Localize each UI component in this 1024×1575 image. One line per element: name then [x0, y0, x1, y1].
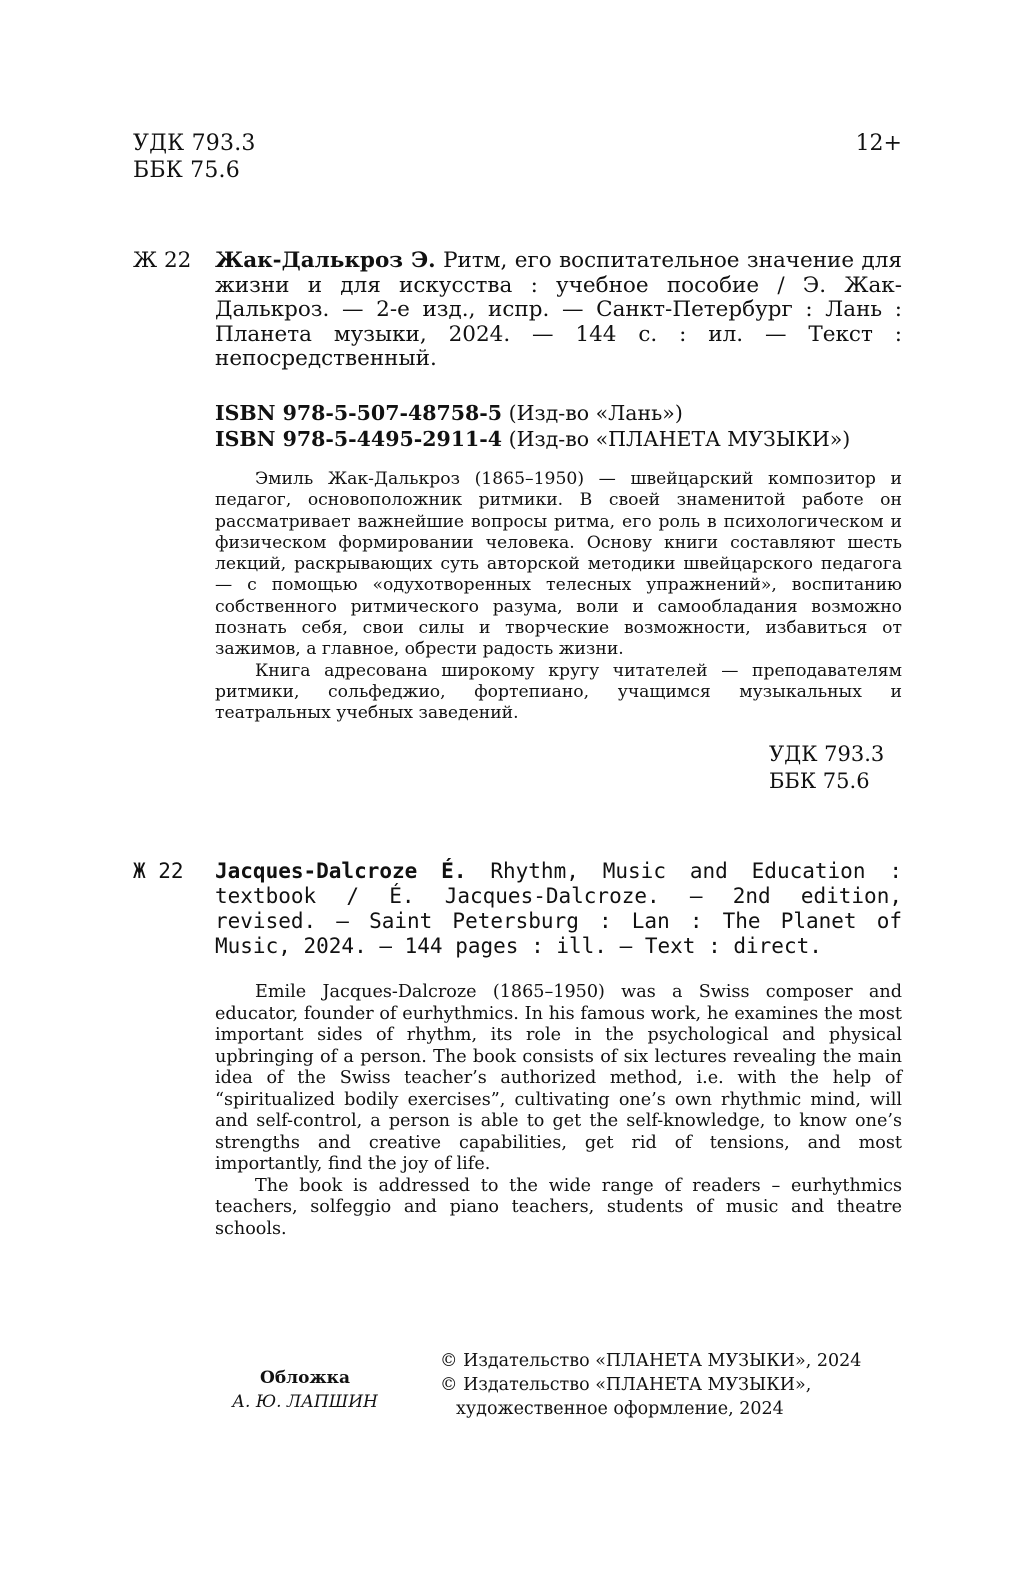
annotation-paragraph: Эмиль Жак-Далькроз (1865–1950) — швейцарский композитор и педагог, основоположник ритмики. В своей знаменитой работе он рассматривает важнейшие вопросы ритма, его роль в психологическом и физическом формировании человека. Основу книги составляют шесть лекций, раскрывающих суть авторской методики швейцарского педагога — с помощью «одухотворенных телесных упражнений», воспитанию собственного ритмического разума, воли и самообладания возможно познать себя, свои силы и творческие возможности, избавиться от зажимов, а главное, обрести радость жизни. — [215, 469, 902, 660]
entry-description: Rhythm, Music and Education : textbook / É. Jacques-Dalcroze. — 2nd edition, revised. — Saint Petersburg : Lan : The Planet of Music, 2024. — 144 pages : ill. — Text : direct. — [215, 859, 902, 958]
bbk-code: ББК 75.6 — [133, 158, 240, 183]
author-sign: Ж 22 — [133, 859, 184, 883]
isbn-number: ISBN 978-5-507-48758-5 — [215, 401, 503, 425]
author-name: Жак-Далькроз Э. — [215, 248, 436, 273]
cover-title: Обложка — [260, 1368, 350, 1388]
age-rating: 12+ — [855, 131, 902, 156]
author-sign: Ж 22 — [133, 248, 192, 273]
classification-footer — [769, 741, 884, 795]
udk-code: УДК 793.3 — [133, 131, 256, 156]
en-bibliographic-entry — [133, 859, 902, 959]
en-annotation — [215, 982, 902, 1240]
cover-designer: А. Ю. ЛАПШИН — [232, 1392, 378, 1412]
annotation-paragraph: Книга адресована широкому кругу читателей — преподавателям ритмики, сольфеджио, фортепиано, учащимся музыкальных и театральных учебных заведений. — [215, 660, 902, 724]
ru-annotation — [215, 469, 902, 725]
isbn-number: ISBN 978-5-4495-2911-4 — [215, 427, 503, 451]
isbn-publisher: (Изд-во «ПЛАНЕТА МУЗЫКИ») — [508, 427, 851, 451]
isbn-line — [215, 426, 850, 452]
copyright-line: художественное оформление, 2024 — [456, 1399, 784, 1419]
isbn-publisher: (Изд-во «Лань») — [508, 401, 683, 425]
copyright-line: © Издательство «ПЛАНЕТА МУЗЫКИ», — [440, 1375, 812, 1395]
copyright-block — [440, 1349, 861, 1421]
classification-header — [133, 130, 256, 184]
copyright-line: © Издательство «ПЛАНЕТА МУЗЫКИ», 2024 — [440, 1351, 862, 1371]
cover-credit — [200, 1366, 410, 1414]
entry-description: Ритм, его воспитательное значение для жизни и для искусства : учебное пособие / Э. Жак-Далькроз. — 2-е изд., испр. — Санкт-Петербург : Лань : Планета музыки, 2024. — 144 с. : ил. — Текст : непосредственный. — [215, 248, 902, 371]
author-name: Jacques-Dalcroze É. — [215, 859, 467, 883]
isbn-block — [215, 400, 850, 452]
bbk-code: ББК 75.6 — [769, 769, 870, 793]
annotation-paragraph: Emile Jacques-Dalcroze (1865–1950) was a Swiss composer and educator, founder of eurhythmics. In his famous work, he examines the most important sides of rhythm, its role in the psychological and physical upbringing of a person. The book consists of six lectures revealing the main idea of the Swiss teacher’s authorized method, i.e. with the help of “spiritualized bodily exercises”, cultivating one’s own rhythmic mind, will and self-control, a person is able to get the self-knowledge, to know one’s strengths and creative capabilities, get rid of tensions, and most importantly, find the joy of life. — [215, 982, 902, 1174]
udk-code: УДК 793.3 — [769, 742, 885, 766]
ru-bibliographic-entry — [133, 249, 902, 372]
annotation-paragraph: The book is addressed to the wide range of readers – eurhythmics teachers, solfeggio and piano teachers, students of music and theatre schools. — [215, 1175, 902, 1239]
isbn-line — [215, 400, 850, 426]
